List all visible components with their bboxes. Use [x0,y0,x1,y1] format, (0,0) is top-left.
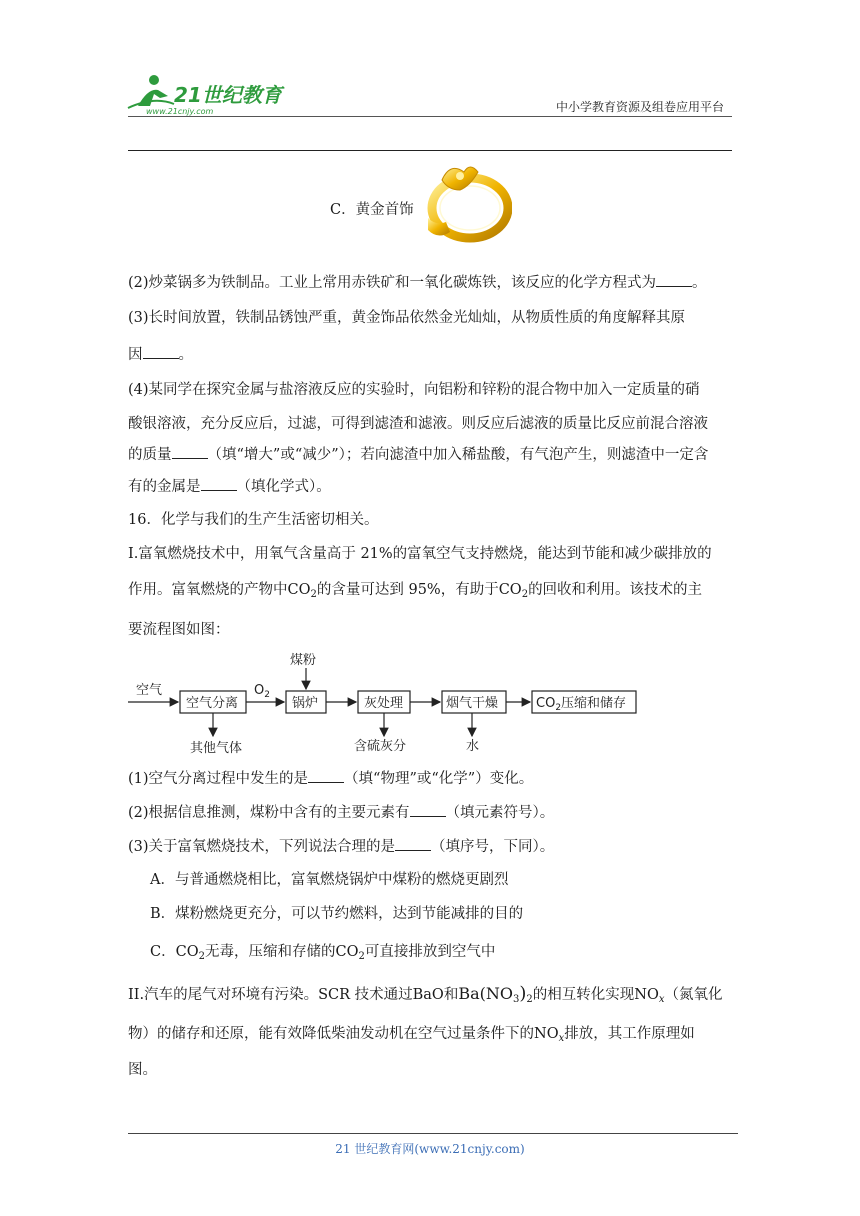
part-i-line-1: I.富氧燃烧技术中，用氧气含量高于 21%的富氧空气支持燃烧，能达到节能和减少碳排放的 [128,546,712,562]
question-4-line-1: (4)某同学在探究金属与盐溶液反应的实验时，向铝粉和锌粉的混合物中加入一定质量的硝 [128,382,700,398]
svg-text:锅炉: 锅炉 [292,696,319,711]
part-ii-line-3: 图。 [128,1062,157,1078]
header-divider [128,150,732,151]
answer-blank[interactable] [308,768,344,783]
question-2: (2)炒菜锅多为铁制品。工业上常用赤铁矿和一氧化碳炼铁，该反应的化学方程式为 。 [128,272,732,293]
answer-blank[interactable] [172,444,208,459]
svg-text:灰处理: 灰处理 [364,696,404,711]
site-logo [124,66,294,120]
question-16-title: 16．化学与我们的生产生活密切相关。 [128,512,379,528]
svg-text:空气分离: 空气分离 [186,696,239,711]
option-b[interactable]: B．煤粉燃烧更充分，可以节约燃料，达到节能减排的目的 [150,906,524,922]
svg-text:CO2压缩和储存: $CO_2$压缩和储存 [536,696,627,713]
question-4-line-4: 有的金属是 （填化学式）。 [128,476,732,497]
footer-divider [128,1133,738,1134]
answer-blank[interactable] [656,272,692,287]
question-4-line-2: 酸银溶液，充分反应后，过滤，可得到滤渣和滤液。则反应后滤液的质量比反应前混合溶液 [128,416,708,432]
flow-output-water: 水 [466,739,480,754]
part-ii-line-1: II.汽车的尾气对环境有污染。SCR 技术通过BaO和$Ba(NO_3)_2$的相互转化实现$NO_x$（氮氧化 [128,983,723,1005]
option-c-label: C．黄金首饰 [330,202,414,218]
option-a[interactable]: A．与普通燃烧相比，富氧燃烧锅炉中煤粉的燃烧更剧烈 [150,872,509,888]
part-i-line-3: 要流程图如图： [128,622,230,638]
flow-coal-input: 煤粉 [290,653,317,668]
flow-output-sulfur-ash: 含硫灰分 [354,739,407,754]
process-flowchart [128,648,648,758]
answer-blank[interactable] [410,802,446,817]
question-3-line-1: (3)长时间放置，铁制品锈蚀严重，黄金饰品依然金光灿灿，从物质性质的角度解释其原 [128,310,686,326]
gold-ring-image [420,160,512,250]
question-3-line-2: 因 。 [128,344,732,365]
svg-text:www.21cnjy.com: www.21cnjy.com [146,107,214,116]
header-divider-thin [128,116,732,117]
sub-question-2: (2)根据信息推测，煤粉中含有的主要元素有 （填元素符号）。 [128,802,732,823]
answer-blank[interactable] [395,836,431,851]
option-c[interactable]: C．$CO_2$无毒，压缩和存储的$CO_2$可直接排放到空气中 [150,944,496,962]
part-i-line-2: 作用。富氧燃烧的产物中$CO_2$的含量可达到 95%，有助于$CO_2$的回收和利用。该技术的主 [128,582,703,600]
flow-input-air: 空气 [136,683,163,698]
sub-question-1: (1)空气分离过程中发生的是 （填“物理”或“化学”）变化。 [128,768,732,789]
flow-o2-label: $O_2$ [254,683,270,700]
question-4-line-3: 的质量 （填“增大”或“减少”）；若向滤渣中加入稀盐酸，有气泡产生，则滤渣中一定含 [128,444,732,465]
answer-blank[interactable] [143,344,179,359]
svg-text:21世纪教育: 21世纪教育 [174,83,282,107]
sub-question-3: (3)关于富氧燃烧技术，下列说法合理的是 （填序号，下同）。 [128,836,732,857]
svg-text:烟气干燥: 烟气干燥 [446,696,499,711]
answer-blank[interactable] [201,476,237,491]
flow-output-other-gases: 其他气体 [190,741,243,756]
footer-link[interactable]: 21 世纪教育网(www.21cnjy.com) [335,1142,525,1156]
platform-name: 中小学教育资源及组卷应用平台 [555,100,724,114]
part-ii-line-2: 物）的储存和还原，能有效降低柴油发动机在空气过量条件下的$NO_x$排放，其工作原理如 [128,1026,695,1044]
